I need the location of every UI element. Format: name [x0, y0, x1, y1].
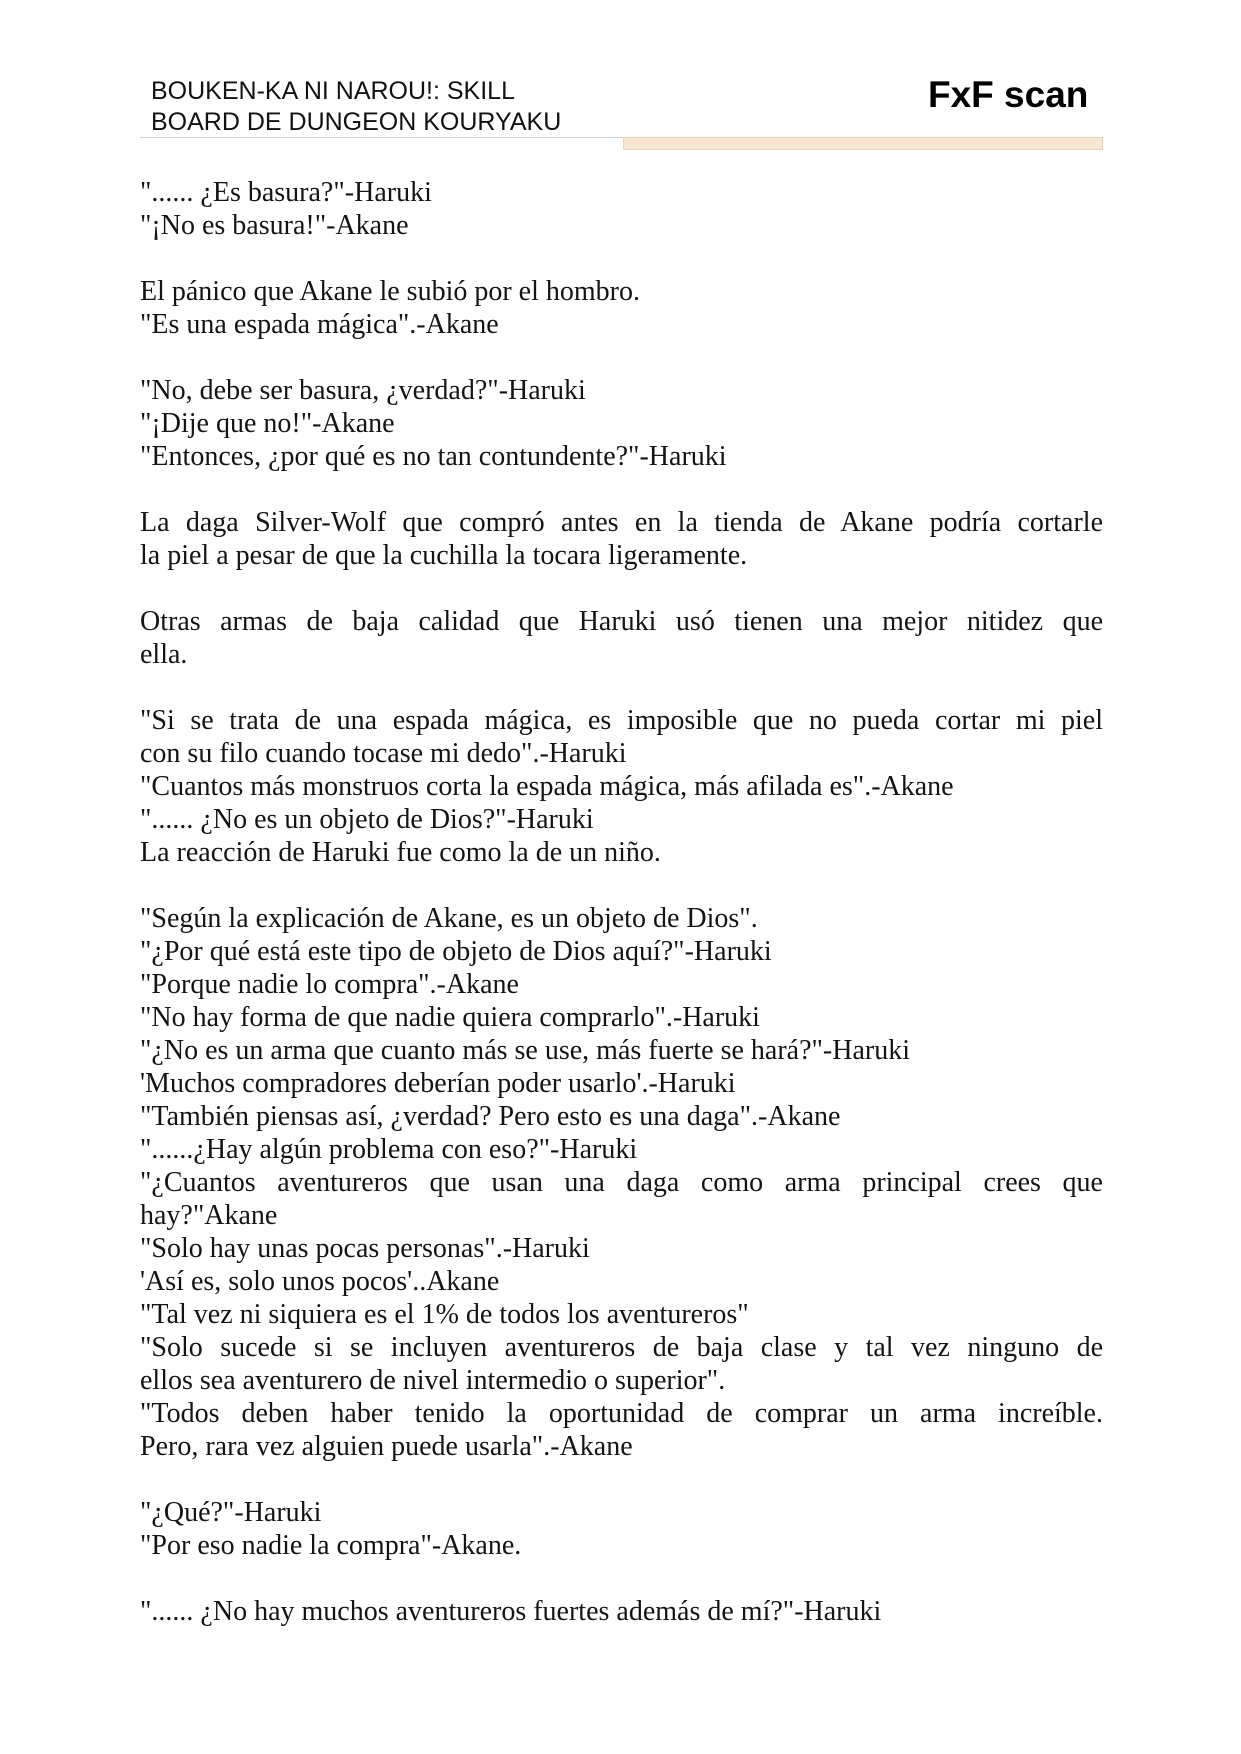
text-line: "No hay forma de que nadie quiera comprarlo".-Haruki — [140, 1002, 760, 1033]
text-line: "...... ¿No hay muchos aventureros fuertes además de mí?"-Haruki — [140, 1596, 882, 1627]
text-line: La reacción de Haruki fue como la de un niño. — [140, 837, 661, 868]
header-accent-bar — [623, 137, 1103, 150]
text-line: "¡Dije que no!"-Akane — [140, 408, 395, 439]
text-line: 'Muchos compradores deberían poder usarlo'.-Haruki — [140, 1068, 736, 1099]
paragraph — [140, 176, 1103, 242]
paragraph — [140, 1496, 1103, 1562]
text-line: Pero, rara vez alguien puede usarla".-Akane — [140, 1431, 633, 1462]
text-line: "Porque nadie lo compra".-Akane — [140, 969, 519, 1000]
text-line: ellos sea aventurero de nivel intermedio o superior". — [140, 1365, 726, 1396]
text-line: Otras armas de baja calidad que Haruki usó tienen una mejor nitidez que — [140, 606, 1103, 637]
paragraph — [140, 374, 1103, 473]
text-line: "Entonces, ¿por qué es no tan contundente?"-Haruki — [140, 441, 727, 472]
text-line: "Solo sucede si se incluyen aventureros de baja clase y tal vez ninguno de — [140, 1332, 1103, 1363]
document-body — [140, 176, 1103, 1628]
text-line: con su filo cuando tocase mi dedo".-Haruki — [140, 738, 627, 769]
text-line: "¿Por qué está este tipo de objeto de Dios aquí?"-Haruki — [140, 936, 772, 967]
text-line: "Tal vez ni siquiera es el 1% de todos los aventureros" — [140, 1299, 749, 1330]
text-line: "¿Qué?"-Haruki — [140, 1497, 322, 1528]
text-line: "Según la explicación de Akane, es un objeto de Dios". — [140, 903, 758, 934]
header-divider — [140, 137, 623, 138]
text-line: "No, debe ser basura, ¿verdad?"-Haruki — [140, 375, 586, 406]
paragraph — [140, 1595, 1103, 1628]
text-line: "¿Cuantos aventureros que usan una daga como arma principal crees que — [140, 1167, 1103, 1198]
text-line: La daga Silver-Wolf que compró antes en la tienda de Akane podría cortarle — [140, 507, 1103, 538]
text-line: "...... ¿No es un objeto de Dios?"-Haruki — [140, 804, 594, 835]
text-line: "Todos deben haber tenido la oportunidad de comprar un arma increíble. — [140, 1398, 1103, 1429]
text-line: "¡No es basura!"-Akane — [140, 210, 409, 241]
text-line: "También piensas así, ¿verdad? Pero esto es una daga".-Akane — [140, 1101, 841, 1132]
text-line: "Solo hay unas pocas personas".-Haruki — [140, 1233, 590, 1264]
text-line: hay?"Akane — [140, 1200, 278, 1231]
paragraph — [140, 506, 1103, 572]
text-line: "Si se trata de una espada mágica, es imposible que no pueda cortar mi piel — [140, 705, 1103, 736]
scanlator-brand: FxF scan — [928, 74, 1089, 115]
text-line: "Es una espada mágica".-Akane — [140, 309, 499, 340]
text-line: 'Así es, solo unos pocos'..Akane — [140, 1266, 500, 1297]
header-title-line: BOUKEN-KA NI NAROU!: SKILL — [151, 77, 515, 105]
text-line: la piel a pesar de que la cuchilla la tocara ligeramente. — [140, 540, 748, 571]
text-line: "Por eso nadie la compra"-Akane. — [140, 1530, 522, 1561]
header-title-line: BOARD DE DUNGEON KOURYAKU — [151, 108, 562, 136]
paragraph — [140, 902, 1103, 1463]
text-line: ella. — [140, 639, 188, 670]
paragraph — [140, 704, 1103, 869]
paragraph — [140, 605, 1103, 671]
text-line: El pánico que Akane le subió por el hombro. — [140, 276, 640, 307]
text-line: "......¿Hay algún problema con eso?"-Haruki — [140, 1134, 638, 1165]
text-line: "¿No es un arma que cuanto más se use, más fuerte se hará?"-Haruki — [140, 1035, 910, 1066]
text-line: "Cuantos más monstruos corta la espada mágica, más afilada es".-Akane — [140, 771, 954, 802]
text-line: "...... ¿Es basura?"-Haruki — [140, 177, 432, 208]
header-title — [151, 76, 631, 138]
paragraph — [140, 275, 1103, 341]
